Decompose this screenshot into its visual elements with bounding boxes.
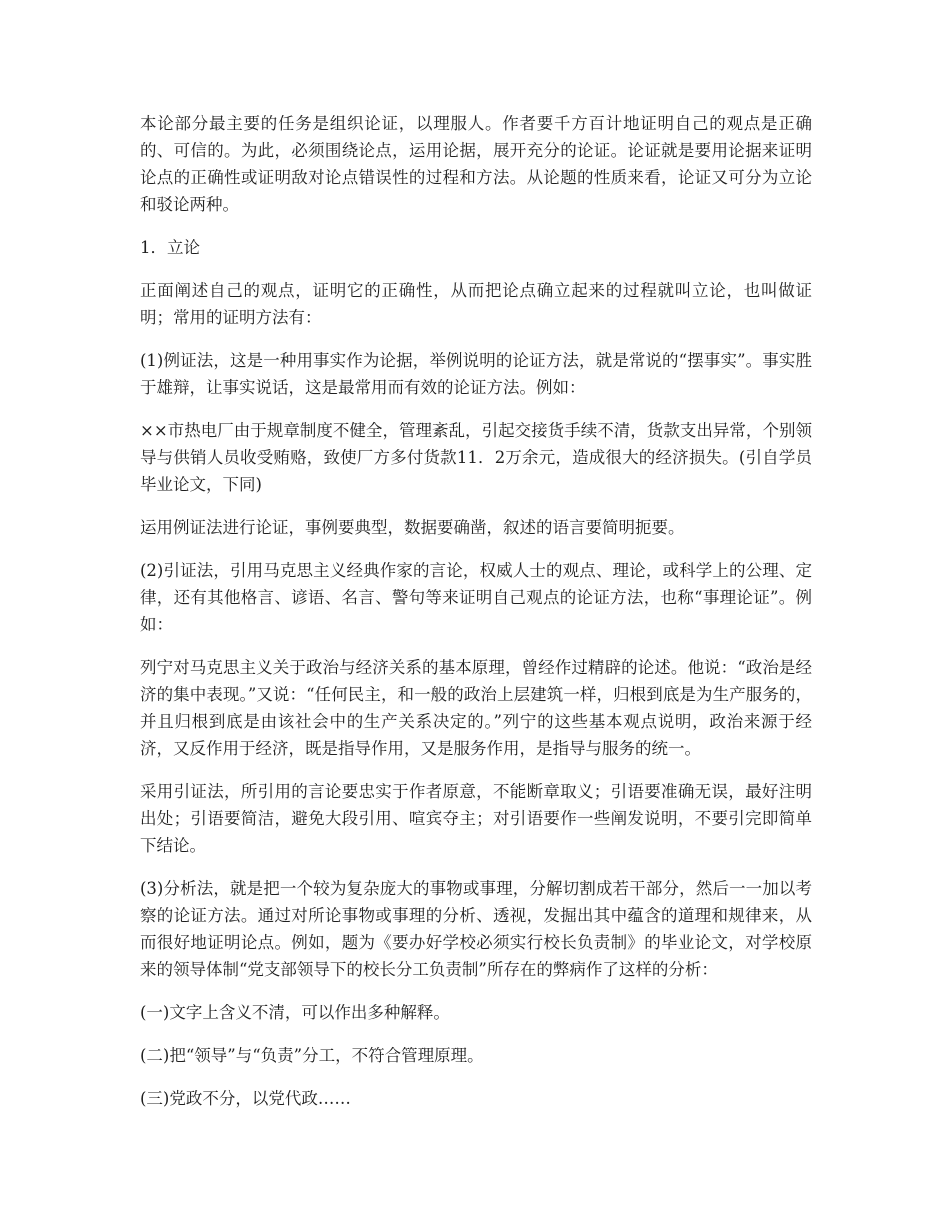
example-case-paragraph: ××市热电厂由于规章制度不健全，管理紊乱，引起交接货手续不清，货款支出异常，个别领导与供销人员收受贿赂，致使厂方多付货款11．2万余元，造成很大的经济损失。(引自学员毕业论文，下同) <box>140 421 812 494</box>
citation-method-paragraph: (2)引证法，引用马克思主义经典作家的言论，权威人士的观点、理论，或科学上的公理、定律，还有其他格言、谚语、名言、警句等来证明自己观点的论证方法，也称“事理论证”。例如： <box>140 561 812 634</box>
citation-method-note: 采用引证法，所引用的言论要忠实于作者原意，不能断章取义；引语要准确无误，最好注明出处；引语要简洁，避免大段引用、喧宾夺主；对引语要作一些阐发说明，不要引完即简单下结论。 <box>140 782 812 855</box>
section-heading-lilun: 1．立论 <box>140 238 200 257</box>
intro-paragraph: 本论部分最主要的任务是组织论证，以理服人。作者要千方百计地证明自己的观点是正确的、可信的。为此，必须围绕论点，运用论据，展开充分的论证。论证就是要用论据来证明论点的正确性或证明敌对论点错误性的过程和方法。从论题的性质来看，论证又可分为立论和驳论两种。 <box>140 114 812 214</box>
analysis-method-paragraph: (3)分析法，就是把一个较为复杂庞大的事物或事理，分解切割成若干部分，然后一一加以考察的论证方法。通过对所论事物或事理的分析、透视，发掘出其中蕴含的道理和规律来，从而很好地证明论点。例如，题为《要办好学校必须实行校长负责制》的毕业论文，对学校原来的领导体制“党支部领导下的校长分工负责制”所存在的弊病作了这样的分析： <box>140 879 812 979</box>
citation-example-paragraph: 列宁对马克思主义关于政治与经济关系的基本原理，曾经作过精辟的论述。他说：“政治是经济的集中表现。”又说：“任何民主，和一般的政治上层建筑一样，归根到底是为生产服务的，并且归根到底是由该社会中的生产关系决定的。”列宁的这些基本观点说明，政治来源于经济，又反作用于经济，既是指导作用，又是服务作用，是指导与服务的统一。 <box>140 658 812 758</box>
example-method-note: 运用例证法进行论证，事例要典型，数据要确凿，叙述的语言要简明扼要。 <box>140 518 685 537</box>
analysis-item-1: (一)文字上含义不清，可以作出多种解释。 <box>140 1003 450 1022</box>
example-method-paragraph: (1)例证法，这是一种用事实作为论据，举例说明的论证方法，就是常说的“摆事实”。事实胜于雄辩，让事实说话，这是最常用而有效的论证方法。例如： <box>140 351 812 397</box>
analysis-item-3: (三)党政不分，以党代政…… <box>140 1089 351 1108</box>
lilun-definition-paragraph: 正面阐述自己的观点，证明它的正确性，从而把论点确立起来的过程就叫立论，也叫做证明；常用的证明方法有： <box>140 281 812 327</box>
document-page <box>140 110 812 1128</box>
analysis-item-2: (二)把“领导”与“负责”分工，不符合管理原理。 <box>140 1046 484 1065</box>
